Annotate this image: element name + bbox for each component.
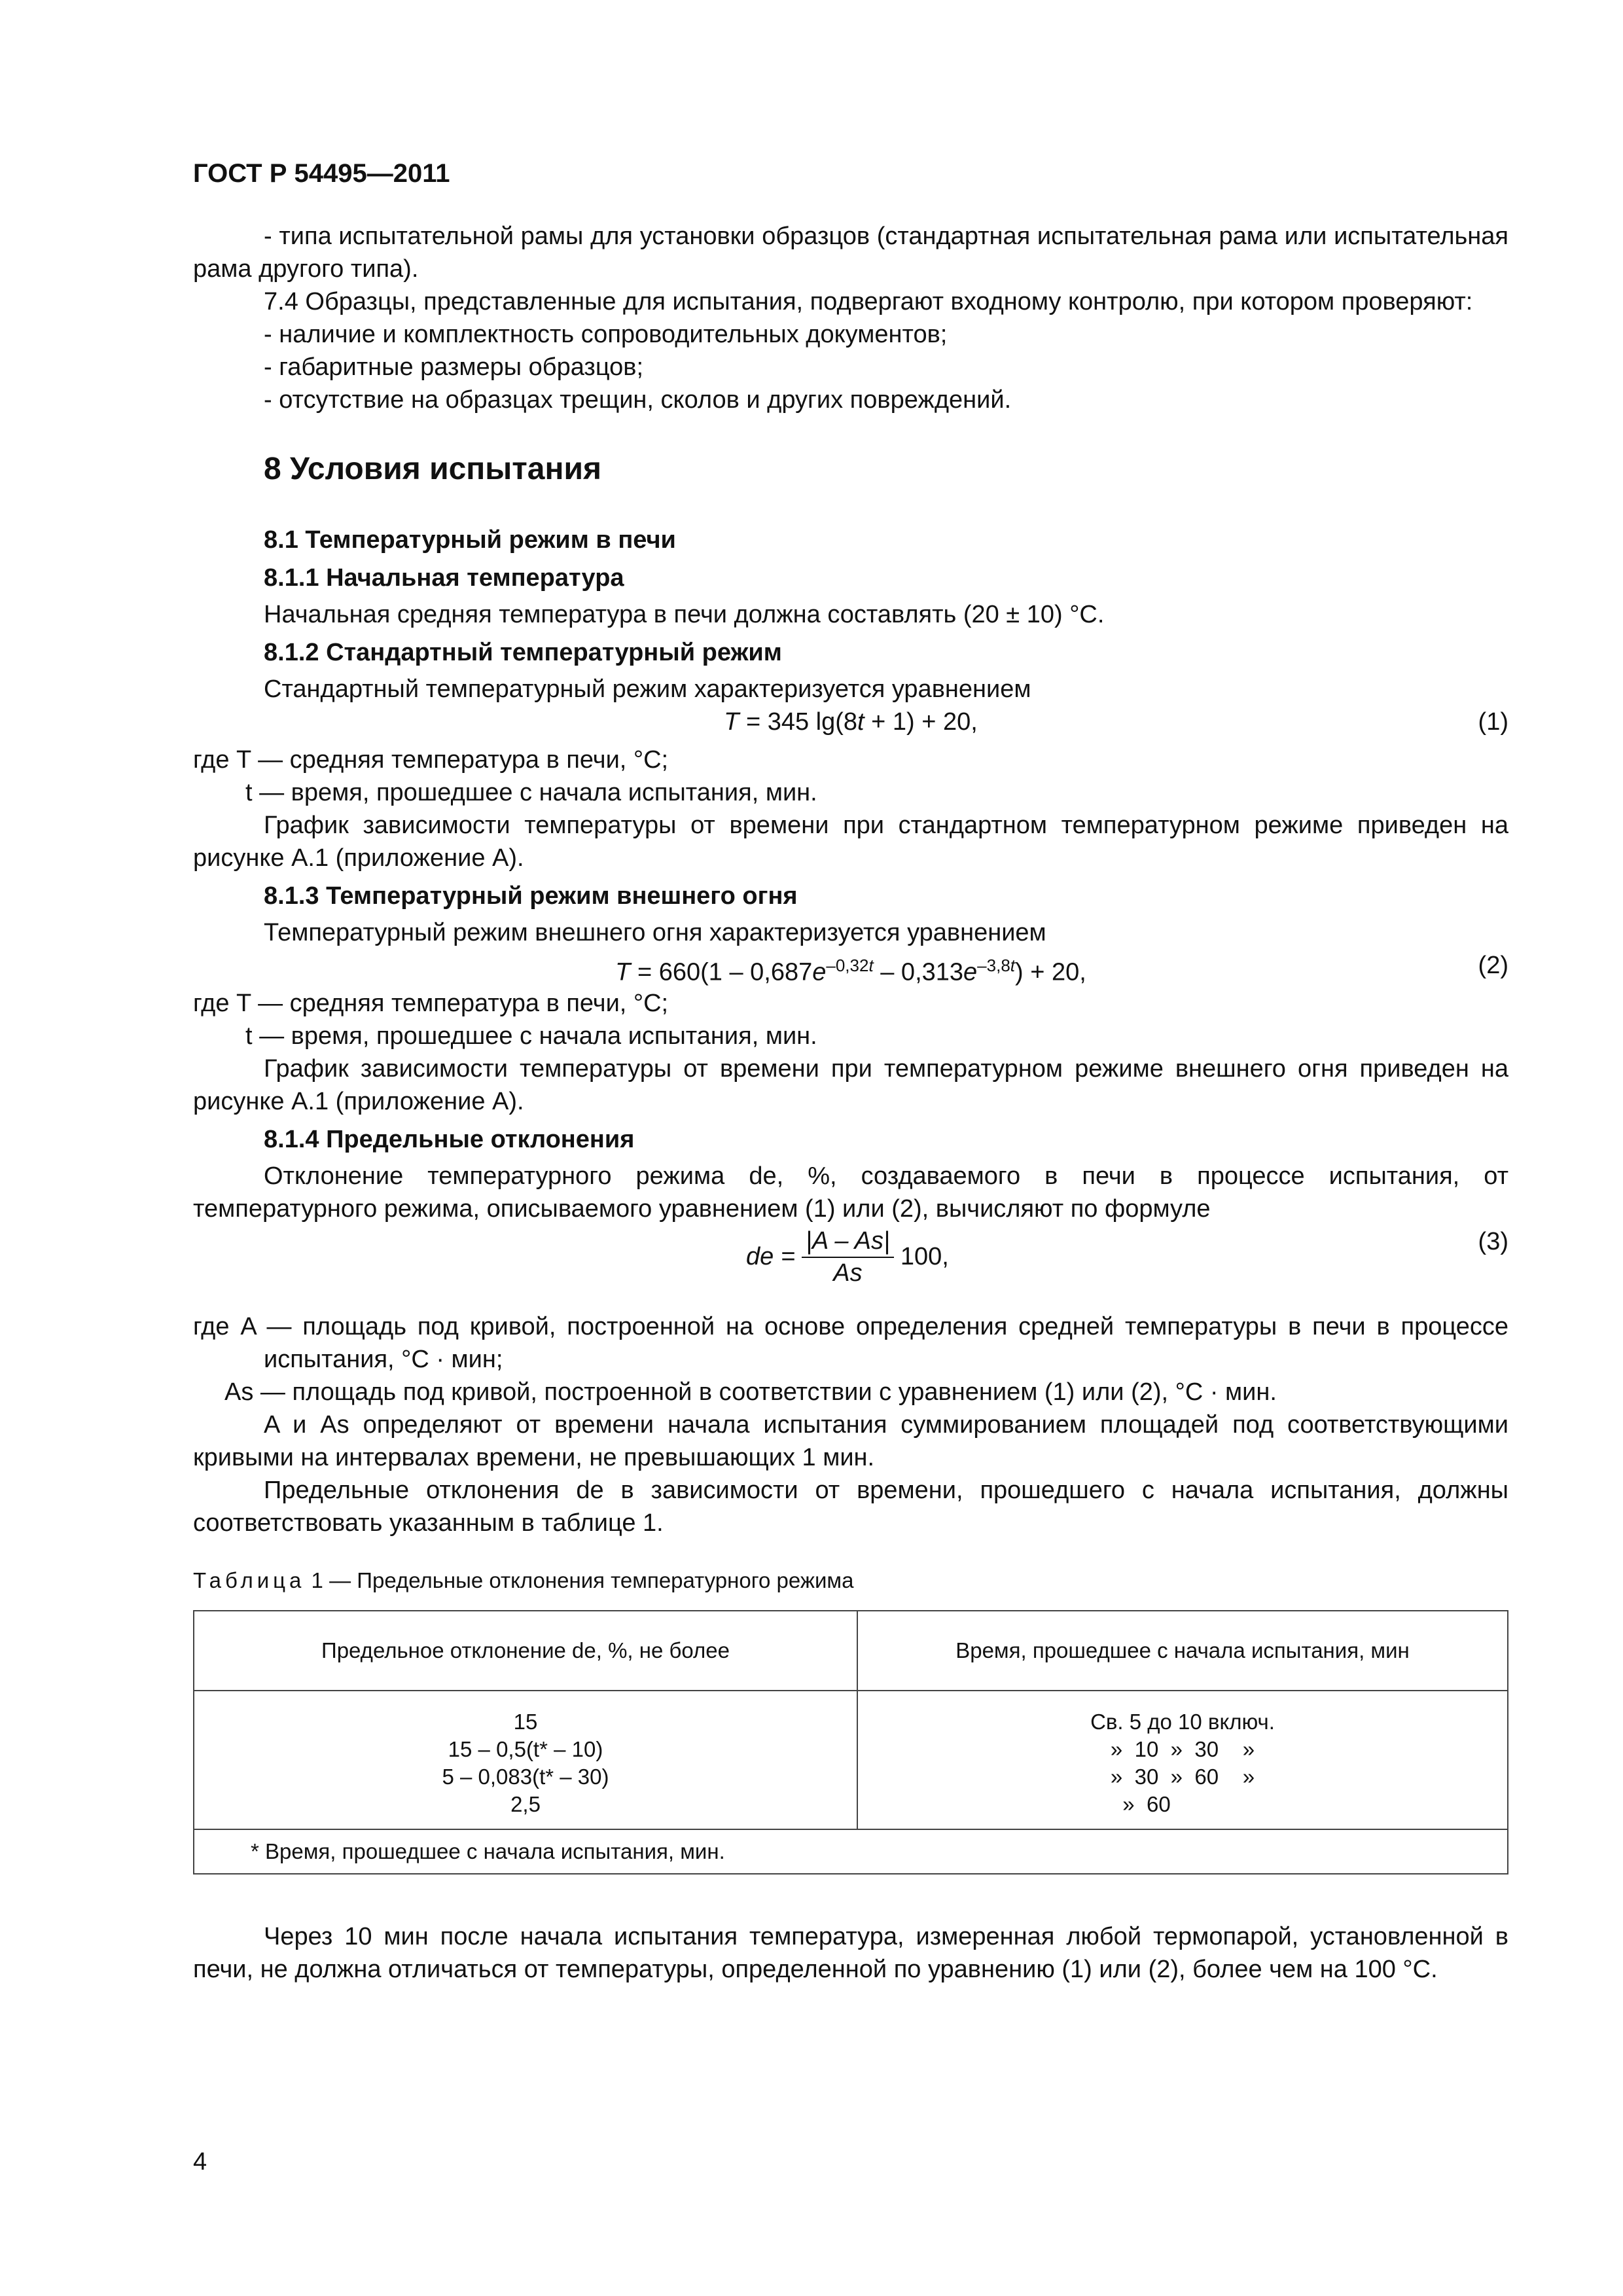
eq3-numerator: |A – As| [806, 1227, 890, 1255]
section-8-1-2-title: 8.1.2 Стандартный температурный режим [264, 639, 782, 666]
bullet-frame-type: - типа испытательной рамы для установки образцов (стандартная испытательная рама или испытательная рама другого типа). [193, 223, 1508, 283]
graph-reference-2: График зависимости температуры от времени при температурном режиме внешнего огня приведен на рисунке А.1 (приложение А). [193, 1055, 1508, 1115]
section-8-1-4-title: 8.1.4 Предельные отклонения [264, 1126, 635, 1153]
equation-1 [193, 706, 1508, 744]
where-t-1: t — время, прошедшее с начала испытания, мин. [245, 779, 817, 806]
external-fire-text: Температурный режим внешнего огня характеризуется уравнением [264, 919, 1046, 946]
graph-reference-1: График зависимости температуры от времени при стандартном температурном режиме приведен на рисунке А.1 (приложение А). [193, 812, 1508, 872]
eq1-rhs: = 345 lg(8 [739, 708, 858, 736]
initial-temperature-text: Начальная средняя температура в печи должна составлять (20 ± 10) °С. [264, 601, 1105, 628]
paragraph-7-4: 7.4 Образцы, представленные для испытания, подвергают входному контролю, при котором проверяют: [264, 288, 1473, 315]
list-item: - наличие и комплектность сопроводительных документов; [264, 321, 948, 348]
equation-1-number: (1) [1478, 708, 1508, 736]
table-value: » 60 [1122, 1792, 1171, 1816]
eq3-tail: 100, [900, 1243, 949, 1270]
page-number: 4 [193, 2148, 207, 2176]
standard-regime-text: Стандартный температурный режим характеризуется уравнением [264, 675, 1031, 703]
where-As: As — площадь под кривой, построенной в соответствии с уравнением (1) или (2), °С · мин. [224, 1378, 1277, 1406]
eq1-t: t [857, 708, 865, 736]
table-col-deviation: Предельное отклонение de, %, не более [194, 1611, 857, 1691]
table-footnote: * Время, прошедшее с начала испытания, мин. [194, 1829, 1508, 1874]
limits-text: Предельные отклонения de в зависимости от времени, прошедшего с начала испытания, должны соответствовать указанным в таблице 1. [193, 1477, 1508, 1537]
table-1 [193, 1610, 1508, 1874]
table-value: » 10 » 30 » [1110, 1737, 1255, 1761]
section-8-1-title: 8.1 Температурный режим в печи [264, 526, 676, 554]
equation-2 [193, 949, 1508, 987]
table-col-time: Время, прошедшее с начала испытания, мин [857, 1611, 1508, 1691]
table-1-caption: Таблица 1 — Предельные отклонения температурного режима [193, 1568, 854, 1592]
section-8-title: 8 Условия испытания [264, 452, 601, 486]
table-value: 2,5 [510, 1792, 541, 1816]
table-value: Св. 5 до 10 включ. [1090, 1710, 1275, 1734]
list-item: - отсутствие на образцах трещин, сколов и других повреждений. [264, 386, 1012, 414]
a-as-text: A и As определяют от времени начала испытания суммированием площадей под соответствующими кривыми на интервалах времени, не превышающих 1 мин. [193, 1411, 1508, 1471]
list-item: - габаритные размеры образцов; [264, 353, 644, 381]
eq1-lhs: T [724, 708, 740, 736]
equation-3-number: (3) [1478, 1228, 1508, 1255]
equation-3 [193, 1225, 1508, 1310]
table-value: 15 [513, 1710, 538, 1734]
equation-2-body: $T = 660(1 - 0,687e^{-0,32t} - 0,313e^{-3,8t}) + 20$, [615, 956, 1086, 986]
where-A: где A — площадь под кривой, построенной на основе определения средней температуры в печи в процессе испытания, °С · мин; [193, 1313, 1508, 1373]
table-header-row [194, 1611, 1508, 1691]
closing-paragraph: Через 10 мин после начала испытания температура, измеренная любой термопарой, установленной в печи, не должна отличаться от температуры, определенной по уравнению (1) или (2), более чем на 100 °С. [193, 1923, 1508, 1983]
where-t-2: t — время, прошедшее с начала испытания, мин. [245, 1022, 817, 1050]
table-value: 15 – 0,5(t* – 10) [448, 1737, 603, 1761]
section-8-1-3-title: 8.1.3 Температурный режим внешнего огня [264, 882, 798, 910]
table-value: » 30 » 60 » [1110, 1765, 1255, 1789]
table-cell-deviations [194, 1691, 857, 1829]
table-value: 5 – 0,083(t* – 30) [442, 1765, 609, 1789]
document-header: ГОСТ Р 54495—2011 [193, 159, 450, 188]
where-T-1: где T — средняя температура в печи, °С; [193, 746, 669, 774]
equation-2-number: (2) [1478, 952, 1508, 979]
table-cell-times [857, 1691, 1508, 1829]
where-T-2: где T — средняя температура в печи, °С; [193, 990, 669, 1017]
section-8-1-1-title: 8.1.1 Начальная температура [264, 564, 624, 592]
eq3-lhs: de = [746, 1243, 796, 1270]
document-page [193, 157, 1508, 1986]
table-footnote-row [194, 1829, 1508, 1874]
eq3-denominator: As [833, 1259, 863, 1287]
table-row [194, 1691, 1508, 1829]
eq1-tail: + 1) + 20, [864, 708, 978, 736]
deviation-intro: Отклонение температурного режима de, %, создаваемого в печи в процессе испытания, от температурного режима, описываемого уравнением (1) или (2), вычисляют по формуле [193, 1162, 1508, 1223]
